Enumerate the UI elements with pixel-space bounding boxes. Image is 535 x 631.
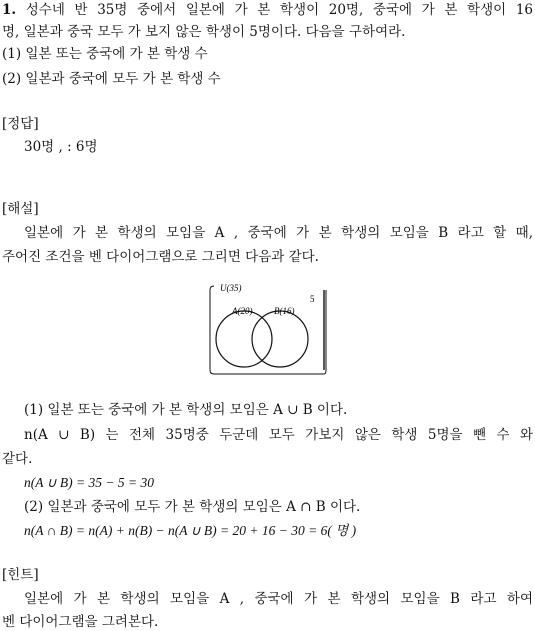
equation-union: n(A ∪ B) = 35 − 5 = 30	[24, 475, 154, 490]
venn-diagram	[206, 282, 330, 378]
hint-line-2: 벤 다이어그램을 그려본다.	[2, 614, 159, 630]
set-a-label: A(20)	[232, 306, 253, 316]
explanation-part-2a: n(A ∪ B) 는 전체 35명중 두군데 모두 가보지 않은 학생 5명을 뺀 수 와	[24, 427, 533, 443]
equation-intersection: n(A ∩ B) = n(A) + n(B) − n(A ∪ B) = 20 + 16 − 30 = 6( 명 )	[24, 523, 357, 538]
explanation-line-1: 일본에 가 본 학생의 모임을 A , 중국에 가 본 학생의 모임을 B 라고 할 때,	[24, 225, 533, 241]
problem-line-2: 명, 일본과 중국 모두 가 보지 않은 학생이 5명이다. 다음을 구하여라.	[2, 24, 406, 40]
explanation-part-2b: 같다.	[2, 451, 33, 467]
problem-line-1	[2, 1, 533, 19]
explanation-part-1: (1) 일본 또는 중국에 가 본 학생의 모임은 A ∪ B 이다.	[24, 402, 348, 418]
set-b-label: B(16)	[274, 306, 295, 316]
explanation-part-3: (2) 일본과 중국에 모두 가 본 학생의 모임은 A ∩ B 이다.	[24, 499, 361, 515]
outside-value: 5	[310, 294, 315, 304]
set-a-circle	[216, 311, 272, 367]
explanation-header: [해설]	[2, 201, 39, 217]
hint-header: [힌트]	[2, 567, 39, 583]
hint-line-1: 일본에 가 본 학생의 모임을 A , 중국에 가 본 학생의 모임을 B 라고 하여	[24, 591, 533, 607]
problem-text-1: 성수네 반 35명 중에서 일본에 가 본 학생이 20명, 중국에 가 본 학생이 16	[25, 2, 534, 18]
question-1: (1) 일본 또는 중국에 가 본 학생 수	[2, 46, 208, 62]
answer-text: 30명 , : 6명	[24, 139, 98, 155]
answer-header: [정답]	[2, 116, 39, 132]
universe-label: U(35)	[220, 283, 242, 293]
question-2: (2) 일본과 중국에 모두 가 본 학생 수	[2, 71, 221, 87]
explanation-line-2: 주어진 조건을 벤 다이어그램으로 그리면 다음과 같다.	[2, 249, 319, 265]
set-b-circle	[252, 311, 308, 367]
problem-number: 1.	[2, 2, 17, 18]
